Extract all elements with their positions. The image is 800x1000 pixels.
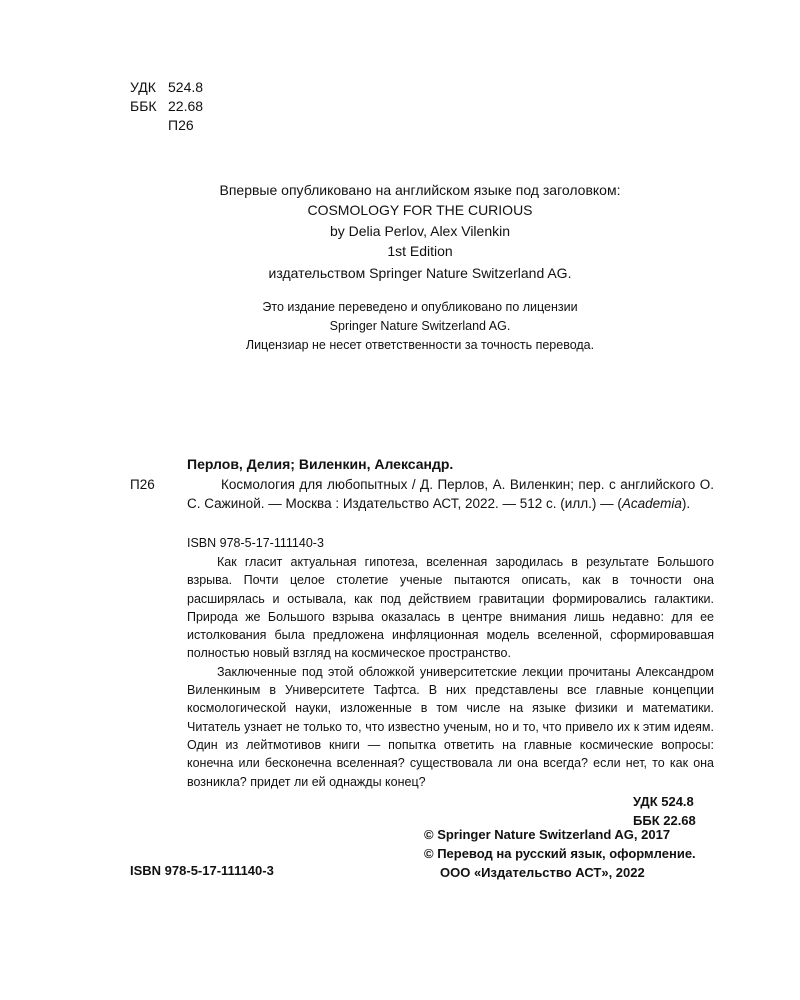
original-title: COSMOLOGY FOR THE CURIOUS	[307, 202, 533, 218]
catalog-authors-heading: Перлов, Делия; Виленкин, Александр.	[187, 456, 454, 472]
bottom-isbn: ISBN 978-5-17-111140-3	[130, 863, 274, 878]
classification-codes	[130, 78, 203, 135]
license-notice	[0, 298, 800, 355]
udk-label: УДК	[130, 79, 156, 95]
series-name: Academia	[621, 496, 682, 511]
catalog-isbn: ISBN 978-5-17-111140-3	[187, 536, 324, 550]
abstract	[187, 553, 714, 791]
original-publisher: издательством Springer Nature Switzerland AG.	[268, 265, 572, 281]
license-line-2: Springer Nature Switzerland AG.	[329, 319, 511, 333]
bib-end: ).	[681, 496, 691, 511]
copyright-line-1: © Springer Nature Switzerland AG, 2017	[424, 827, 671, 842]
license-line-1: Это издание переведено и опубликовано по лицензии	[262, 300, 578, 314]
bbk-value: 22.68	[168, 98, 204, 114]
bbk-label: ББК	[130, 98, 157, 114]
copyright-line-2: © Перевод на русский язык, оформление.	[424, 846, 696, 861]
license-line-3: Лицензиар не несет ответственности за точность перевода.	[245, 338, 595, 352]
author-mark: П26	[168, 117, 194, 133]
original-authors: by Delia Perlov, Alex Vilenkin	[329, 223, 511, 239]
bottom-bbk: ББК 22.68	[633, 813, 696, 828]
abstract-paragraph-1: Как гласит актуальная гипотеза, вселенная зародилась в результате Большого взрыва. Почти целое столетие ученые пытаются описать, как в точности она расширялась и остывала, как под действием гравитации формировались галактики. Природа же Большого взрыва оказалась в центре внимания лишь недавно: для ее истолкования была предложена инфляционная модель вселенной, сформировавшая полностью новый взгляд на космическое пространство.	[187, 555, 714, 661]
catalog-author-mark: П26	[130, 477, 155, 492]
bib-main: Космология для любопытных / Д. Перлов, А. Виленкин; пер. с английского О. С. Сажиной. — Москва : Издательство АСТ, 2022. — 512 с. (илл.) — (	[187, 477, 714, 511]
bbk-line	[130, 97, 203, 116]
bottom-udk: УДК 524.8	[633, 794, 694, 809]
original-edition-number: 1st Edition	[387, 243, 453, 259]
original-edition	[0, 180, 800, 283]
original-intro: Впервые опубликовано на английском языке под заголовком:	[219, 182, 621, 198]
copyright-block	[424, 825, 696, 882]
copyright-line-3: ООО «Издательство АСТ», 2022	[440, 865, 645, 880]
bibliographic-description	[187, 475, 714, 513]
udk-value: 524.8	[168, 79, 204, 95]
udk-line	[130, 78, 203, 97]
abstract-paragraph-2: Заключенные под этой обложкой университетские лекции прочитаны Александром Виленкиным в Университете Тафтса. В них представлены все главные концепции космологической науки, изложенные в том числе на языке физики и математики. Читатель узнает не только то, что известно ученым, но и то, что привело их к этим идеям. Один из лейтмотивов книги — попытка ответить на главные космические вопросы: конечна или бесконечна вселенная? существовала ли она всегда? если нет, то как она возникла? придет ли ей однажды конец?	[187, 664, 714, 789]
